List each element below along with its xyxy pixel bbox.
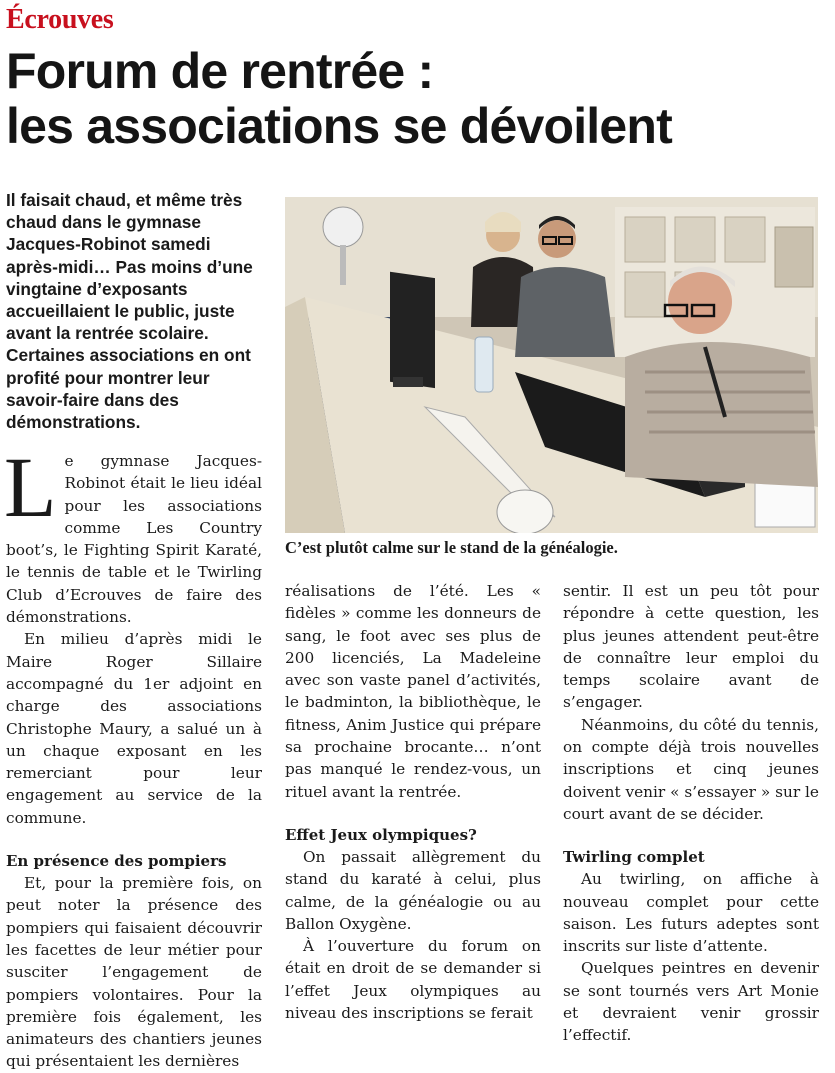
article-photo [285,197,818,533]
paragraph: En milieu d’après midi le Maire Roger Sillaire accompagné du 1er adjoint en charge des associations Christophe Maury, a salué un à un chaque exposant en les remerciant pour leur engagement au service de la commune. [6,630,262,827]
paragraph: réalisations de l’été. Les « fidèles » comme les donneurs de sang, le foot avec ses plus de 200 licenciés, La Madeleine avec son vaste panel d’activités, le badminton, la bibliothèque, le fitness, Anim Justice qui prépare sa prochaine brocante… n’ont pas manqué le rendez-vous, un rituel avant la rentrée. [285,582,541,801]
paragraph: Quelques peintres en devenir se sont tournés vers Art Monie et devraient venir grossir l’effectif. [563,959,819,1045]
article-column-3 [563,580,819,1047]
article-lead: Il faisait chaud, et même très chaud dans le gymnase Jacques-Robinot samedi après-midi… Pas moins d’une vingtaine d’exposants accueillaient le public, juste avant la rentrée scolaire. Certaines associations en ont profité pour montrer leur savoir-faire dans des démonstrations. [6,190,253,433]
headline-line-2: les associations se dévoilent [6,98,672,154]
paragraph: sentir. Il est un peu tôt pour répondre à cette question, les plus jeunes attendent peut-être de connaître leur emploi du temps scolaire avant de s’engager. [563,582,819,712]
drop-cap: L [4,439,57,535]
article-headline [6,44,826,154]
paragraph: Et, pour la première fois, on peut noter la présence des pompiers qui faisaient découvrir les facettes de leur métier pour susciter l’engagement de pompiers volontaires. Pour la première fois également, les animateurs des chantiers jeunes qui présentaient les dernières [6,874,262,1071]
paragraph: À l’ouverture du forum on était en droit de se demander si l’effet Jeux olympiques au niveau des inscriptions se ferait [285,937,541,1023]
article-column-2 [285,580,541,1024]
paragraph [4,439,262,628]
headline-line-1: Forum de rentrée : [6,43,434,99]
subheading: En présence des pompiers [6,852,227,871]
paragraph: On passait allègrement du stand du karaté à celui, plus calme, de la généalogie ou au Ballon Oxygène. [285,847,541,933]
subheading: Twirling complet [563,848,705,867]
section-kicker: Écrouves [6,4,114,35]
photo-caption: C’est plutôt calme sur le stand de la généalogie. [285,538,618,557]
article-column-1 [4,439,262,1073]
paragraph-text: e gymnase Jacques-Robinot était le lieu idéal pour les associations comme Les Country boot’s, le Fighting Spirit Karaté, le tennis de table et le Twirling Club d’Ecrouves de faire des démonstrations. [6,452,262,627]
genealogy-stand-photo [285,197,818,533]
paragraph: Au twirling, on affiche à nouveau complet pour cette saison. Les futurs adeptes sont inscrits sur liste d’attente. [563,870,819,956]
subheading: Effet Jeux olympiques? [285,825,477,844]
paragraph: Néanmoins, du côté du tennis, on compte déjà trois nouvelles inscriptions et cinq jeunes doivent venir « s’essayer » sur le court avant de se décider. [563,715,819,823]
